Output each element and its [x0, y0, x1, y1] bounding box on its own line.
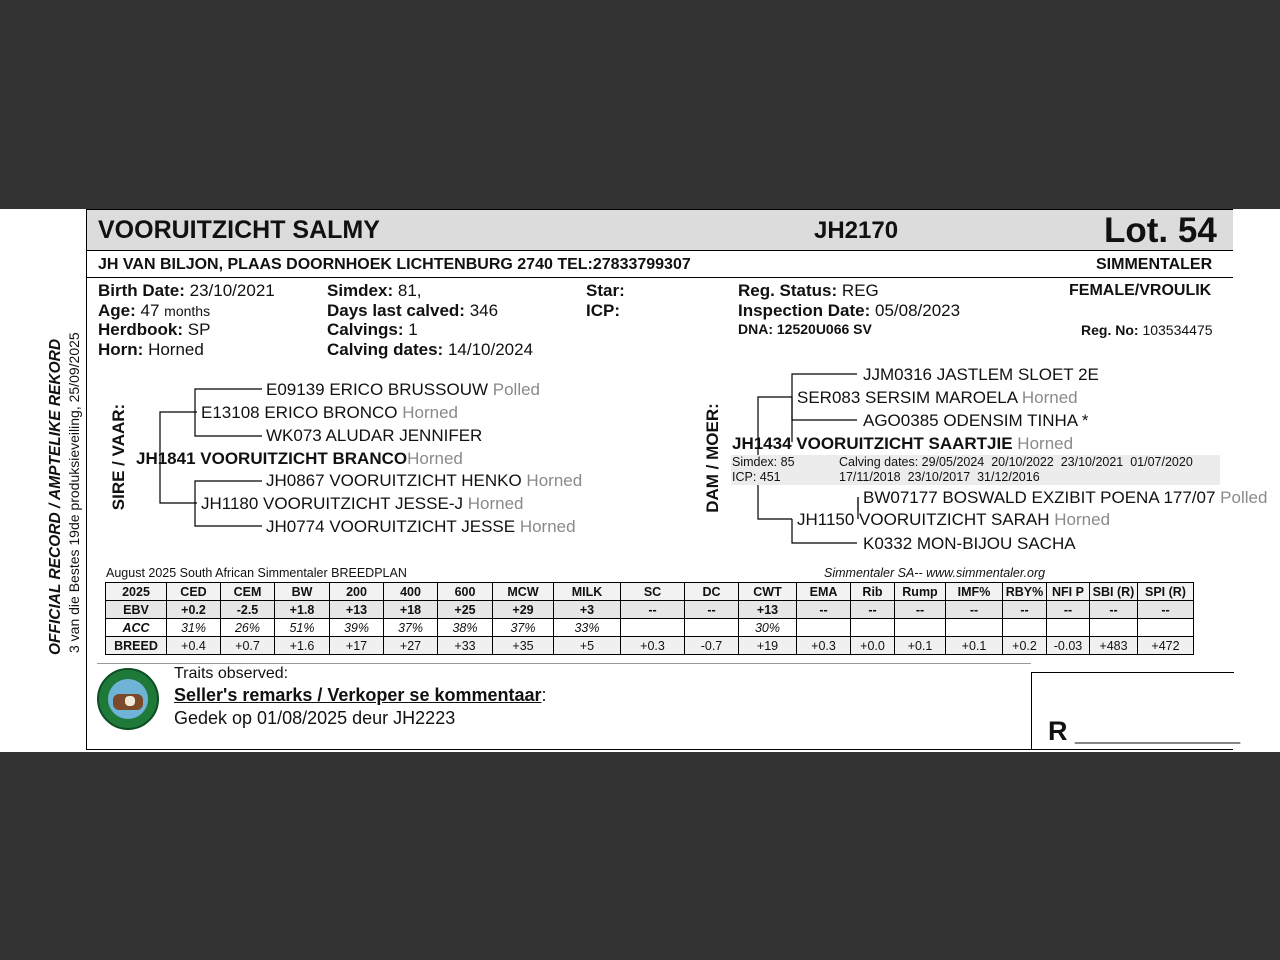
ebv-cell [1003, 619, 1047, 637]
ebv-cell: -- [797, 601, 851, 619]
ebv-header: MILK [554, 583, 621, 601]
sire-sire-name: E13108 ERICO BRONCO [201, 403, 398, 422]
ebv-cell: +17 [330, 637, 384, 655]
ebv-cell: +29 [493, 601, 554, 619]
dam-dam-horn: Horned [1054, 510, 1111, 529]
ebv-cell: -- [685, 601, 739, 619]
dam-sire-dam-name: AGO0385 ODENSIM TINHA * [863, 411, 1089, 430]
breedplan-source: Simmentaler SA-- www.simmentaler.org [824, 566, 1046, 580]
breed-row [106, 637, 1194, 655]
sex-label: FEMALE/VROULIK [1069, 282, 1212, 299]
dna-info: DNA: 12520U066 SV [738, 321, 872, 337]
animal-reg-id: JH2170 [814, 217, 899, 244]
ebv-cell: -- [621, 601, 685, 619]
divider [97, 663, 1031, 664]
ebv-cell: +1.8 [275, 601, 330, 619]
ebv-cell: +35 [493, 637, 554, 655]
ebv-header: Rump [895, 583, 946, 601]
ebv-header: Rib [851, 583, 895, 601]
lot-number: Lot. 54 [1104, 211, 1217, 250]
inspection-date-value: 05/08/2023 [874, 301, 961, 320]
sire-main [136, 449, 463, 469]
simdex-label: Simdex: [327, 281, 394, 300]
sire-main-horn: Horned [407, 449, 463, 468]
dam-sire-horn: Horned [1021, 388, 1078, 407]
sire-dam-dam-horn: Horned [519, 517, 576, 536]
sire-sire-sire [266, 380, 540, 400]
ebv-cell: -- [946, 601, 1003, 619]
birth-date-value: 23/10/2021 [189, 281, 275, 300]
sire-dam-sire [266, 471, 582, 491]
ebv-cell [946, 619, 1003, 637]
sire-sire-dam [266, 426, 482, 446]
ebv-cell: +0.1 [895, 637, 946, 655]
ebv-cell [851, 619, 895, 637]
ebv-cell: -2.5 [221, 601, 275, 619]
ebv-cell: +0.2 [1003, 637, 1047, 655]
ebv-cell [1090, 619, 1138, 637]
sire-sire-horn: Horned [402, 403, 459, 422]
calving-dates-value: 14/10/2024 [447, 340, 534, 359]
dam-dam-dam [863, 534, 1076, 554]
ebv-cell: -- [1090, 601, 1138, 619]
ebv-header: DC [685, 583, 739, 601]
dam-dam [797, 510, 1110, 530]
simdex-value: 81, [397, 281, 422, 300]
sire-dam [201, 494, 523, 514]
ebv-header: SBI (R) [1090, 583, 1138, 601]
calvings-value: 1 [408, 320, 418, 339]
horn-label: Horn: [98, 340, 144, 359]
ebv-cell: +18 [384, 601, 438, 619]
ebv-cell: -- [1047, 601, 1090, 619]
ebv-header: IMF% [946, 583, 1003, 601]
ebv-cell: 38% [438, 619, 493, 637]
ebv-cell: EBV [106, 601, 167, 619]
acc-row [106, 619, 1194, 637]
official-record-label: OFFICIAL RECORD / AMPTELIKE REKORD [47, 338, 64, 655]
dam-main [732, 434, 1073, 454]
dam-sire-sire-name: JJM0316 JASTLEM SLOET 2E [863, 365, 1099, 384]
dam-calving-dates-1: Calving dates: 29/05/2024 20/10/2022 23/10/2021 01/07/2020 [839, 455, 1193, 469]
ebv-row [106, 601, 1194, 619]
ebv-cell: +0.2 [167, 601, 221, 619]
ebv-cell: +0.1 [946, 637, 1003, 655]
breedplan-caption: August 2025 South African Simmentaler BREEDPLAN [106, 566, 407, 580]
ebv-cell: +472 [1138, 637, 1194, 655]
dam-icp: ICP: 451 [732, 470, 781, 484]
sellers-remarks-label: Seller's remarks / Verkoper se kommentaar [174, 685, 542, 705]
ebv-header: SPI (R) [1138, 583, 1194, 601]
ebv-cell [1138, 619, 1194, 637]
ebv-header: CWT [739, 583, 797, 601]
dam-sire [797, 388, 1078, 408]
sire-dam-name: JH1180 VOORUITZICHT JESSE-J [201, 494, 463, 513]
dam-sire-dam [863, 411, 1088, 431]
birth-date-label: Birth Date: [98, 281, 185, 300]
ebv-cell: ACC [106, 619, 167, 637]
ebv-cell [797, 619, 851, 637]
ebv-cell: +25 [438, 601, 493, 619]
price-field[interactable]: R ___________ [1048, 716, 1241, 746]
ebv-cell: +3 [554, 601, 621, 619]
sellers-remarks-heading [174, 685, 547, 706]
breed-label: SIMMENTALER [1096, 256, 1213, 273]
days-last-calved-value: 346 [469, 301, 499, 320]
ebv-header: 600 [438, 583, 493, 601]
reg-status-label: Reg. Status: [738, 281, 838, 300]
age-unit: months [164, 303, 211, 319]
sire-dam-sire-name: JH0867 VOORUITZICHT HENKO [266, 471, 522, 490]
ebv-cell [895, 619, 946, 637]
sire-label: SIRE / VAAR: [109, 403, 128, 511]
dam-main-name: JH1434 VOORUITZICHT SAARTJIE [732, 434, 1013, 453]
calving-dates-label: Calving dates: [327, 340, 444, 359]
ebv-cell: 31% [167, 619, 221, 637]
ebv-cell: +13 [330, 601, 384, 619]
ebv-cell: -- [851, 601, 895, 619]
ebv-cell: 33% [554, 619, 621, 637]
ebv-cell: -0.7 [685, 637, 739, 655]
ebv-cell: +0.3 [621, 637, 685, 655]
simmentaler-logo-icon [97, 668, 159, 730]
ebv-cell: 37% [384, 619, 438, 637]
ebv-cell: +0.4 [167, 637, 221, 655]
dam-dam-sire-name: BW07177 BOSWALD EXZIBIT POENA 177/07 [863, 488, 1216, 507]
dam-sire-sire [863, 365, 1099, 385]
dam-calving-dates-2: 17/11/2018 23/10/2017 31/12/2016 [839, 470, 1040, 484]
dam-dam-dam-name: K0332 MON-BIJOU SACHA [863, 534, 1076, 553]
sire-main-name: JH1841 VOORUITZICHT BRANCO [136, 449, 408, 468]
dam-sire-name: SER083 SERSIM MAROELA [797, 388, 1018, 407]
sire-sire [201, 403, 458, 423]
dam-dam-sire [863, 488, 1267, 508]
sire-dam-horn: Horned [467, 494, 524, 513]
ebv-cell: -- [1138, 601, 1194, 619]
sire-dam-dam [266, 517, 576, 537]
ebv-header: CED [167, 583, 221, 601]
sire-dam-dam-name: JH0774 VOORUITZICHT JESSE [266, 517, 516, 536]
ebv-header: 400 [384, 583, 438, 601]
herdbook-value: SP [187, 320, 211, 339]
reg-no-value: 103534475 [1142, 322, 1213, 338]
ebv-cell: 37% [493, 619, 554, 637]
days-last-calved-label: Days last calved: [327, 301, 465, 320]
star-label: Star: [586, 281, 625, 300]
ebv-cell: 30% [739, 619, 797, 637]
ebv-header: MCW [493, 583, 554, 601]
ebv-cell [685, 619, 739, 637]
ebv-header: 2025 [106, 583, 167, 601]
ebv-table [105, 582, 1194, 655]
age-label: Age: [98, 301, 136, 320]
ebv-header: EMA [797, 583, 851, 601]
calvings-label: Calvings: [327, 320, 404, 339]
dam-dam-sire-horn: Polled [1220, 488, 1268, 507]
ebv-header: RBY% [1003, 583, 1047, 601]
ebv-cell: +0.0 [851, 637, 895, 655]
ebv-cell: -- [1003, 601, 1047, 619]
sire-sire-dam-name: WK073 ALUDAR JENNIFER [266, 426, 483, 445]
reg-no-label: Reg. No: [1081, 322, 1139, 338]
ebv-header: SC [621, 583, 685, 601]
ebv-cell: +19 [739, 637, 797, 655]
sire-dam-sire-horn: Horned [526, 471, 583, 490]
sire-sire-sire-horn: Polled [492, 380, 541, 399]
ebv-cell: +0.3 [797, 637, 851, 655]
animal-name: VOORUITZICHT SALMY [98, 216, 380, 244]
traits-observed: Traits observed: [174, 665, 289, 682]
ebv-cell: 39% [330, 619, 384, 637]
herdbook-label: Herdbook: [98, 320, 183, 339]
ebv-cell: +483 [1090, 637, 1138, 655]
dam-dam-name: JH1150 VOORUITZICHT SARAH [797, 510, 1050, 529]
sire-sire-sire-name: E09139 ERICO BRUSSOUW [266, 380, 489, 399]
reg-status-value: REG [841, 281, 879, 300]
price-box-left [1031, 672, 1032, 750]
age-value: 47 [140, 301, 160, 320]
ebv-header: NFI P [1047, 583, 1090, 601]
sellers-remarks-text: Gedek op 01/08/2025 deur JH2223 [174, 708, 456, 728]
ebv-header: BW [275, 583, 330, 601]
ebv-cell: +0.7 [221, 637, 275, 655]
ebv-cell: +1.6 [275, 637, 330, 655]
icp-label: ICP: [586, 301, 620, 320]
dam-label: DAM / MOER: [703, 403, 722, 513]
ebv-header: 200 [330, 583, 384, 601]
ebv-cell: -0.03 [1047, 637, 1090, 655]
ebv-cell [621, 619, 685, 637]
ebv-header: CEM [221, 583, 275, 601]
sellers-remarks-colon: : [541, 685, 547, 705]
ebv-cell: +27 [384, 637, 438, 655]
price-box-top [1031, 672, 1234, 673]
ebv-cell: BREED [106, 637, 167, 655]
breeder-line: JH VAN BILJON, PLAAS DOORNHOEK LICHTENBURG 2740 TEL:27833799307 [98, 256, 691, 273]
ebv-cell: +33 [438, 637, 493, 655]
ebv-cell: +13 [739, 601, 797, 619]
dam-main-horn: Horned [1017, 434, 1074, 453]
ebv-cell: -- [895, 601, 946, 619]
dam-simdex: Simdex: 85 [732, 455, 795, 469]
ebv-cell: 26% [221, 619, 275, 637]
inspection-date-label: Inspection Date: [738, 301, 871, 320]
ebv-cell: +5 [554, 637, 621, 655]
ebv-cell: 51% [275, 619, 330, 637]
horn-value: Horned [148, 340, 204, 359]
sale-label: 3 van die Bestes 19de produksieveiling, 25/09/2025 [66, 332, 82, 653]
ebv-cell [1047, 619, 1090, 637]
ebv-header-row [106, 583, 1194, 601]
